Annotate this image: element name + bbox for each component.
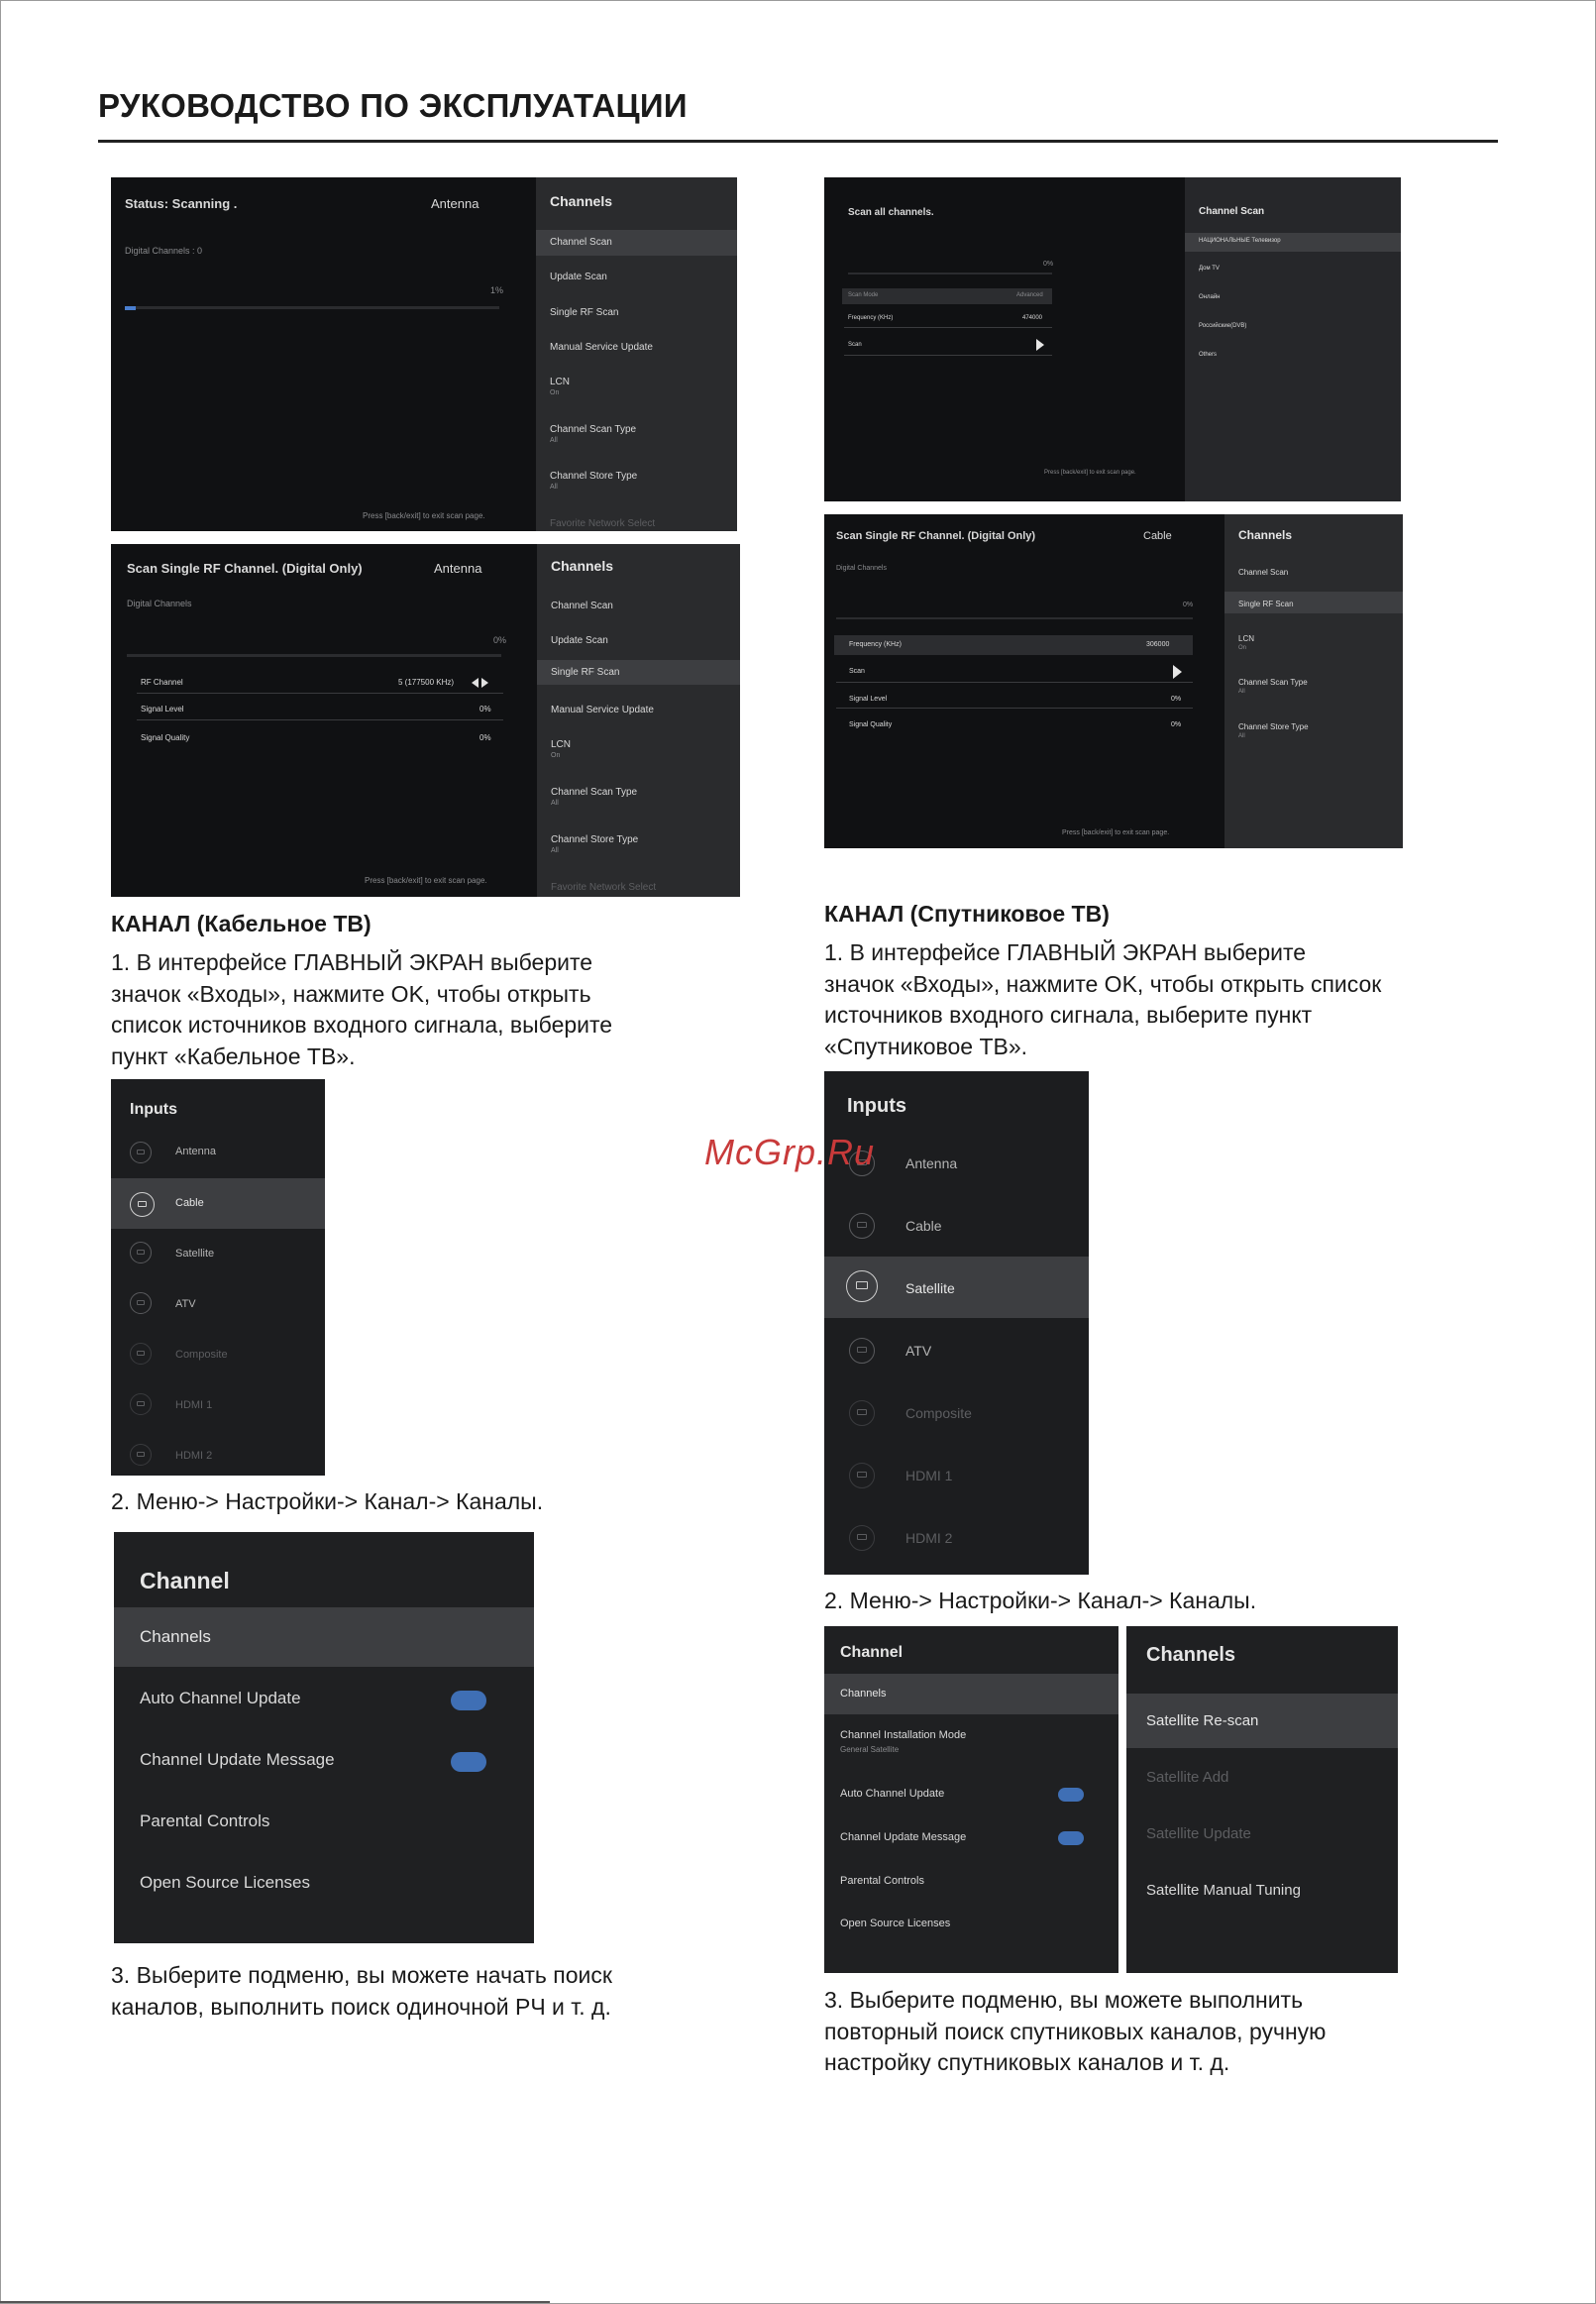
signal-level-label: Signal Level [849, 696, 888, 703]
input-item-antenna[interactable]: Antenna [175, 1146, 216, 1157]
composite-icon [849, 1400, 875, 1426]
hdmi-icon [849, 1525, 875, 1551]
satellite-step-3 [824, 1985, 1326, 2079]
screenshot-single-rf-antenna [111, 544, 740, 897]
screenshot-channel-menu-cable [114, 1532, 534, 1943]
scan-percent: 0% [1043, 261, 1054, 268]
inputs-title: Inputs [847, 1095, 906, 1117]
text-line: настройку спутниковых каналов и т. д. [824, 2049, 1230, 2075]
channels-panel [537, 544, 740, 897]
input-item-cable[interactable]: Cable [905, 1218, 942, 1234]
input-item-antenna[interactable]: Antenna [905, 1155, 958, 1171]
digital-channels: Digital Channels [836, 565, 887, 572]
channel-scan-panel [1185, 177, 1401, 501]
hdmi-icon [130, 1444, 152, 1466]
screenshot-inputs-cable [111, 1079, 325, 1476]
menu-item-channel-installation-mode[interactable]: Channel Installation Mode [840, 1729, 967, 1741]
progress-track [836, 617, 1193, 619]
menu-item-satellite-update[interactable]: Satellite Update [1146, 1825, 1251, 1842]
exit-hint: Press [back/exit] to exit scan page. [363, 511, 485, 520]
menu-item-satellite-rescan[interactable]: Satellite Re-scan [1146, 1712, 1259, 1729]
screenshot-scan-all-channels [824, 177, 1401, 501]
menu-item-update-scan[interactable]: Update Scan [550, 272, 607, 282]
satellite-icon [846, 1270, 878, 1302]
frequency-label: Frequency (KHz) [849, 641, 902, 648]
scan-source: Antenna [431, 196, 479, 211]
auto-update-toggle[interactable] [451, 1691, 486, 1710]
scan-percent: 0% [493, 635, 507, 645]
menu-item-channel-scan-type[interactable]: Channel Scan Type [551, 787, 638, 798]
menu-item-scan-type-value: All [1238, 689, 1245, 695]
progress-track [125, 306, 499, 309]
rf-channel-value[interactable]: 5 (177500 KHz) [398, 678, 455, 687]
screenshot-single-rf-cable [824, 514, 1403, 848]
progress-track [127, 654, 501, 657]
menu-item-single-rf-scan[interactable]: Single RF Scan [550, 307, 619, 318]
menu-item-store-type-value: All [551, 847, 559, 854]
menu-item-channel-store-type[interactable]: Channel Store Type [551, 834, 639, 845]
row-divider [137, 719, 503, 720]
text-line: 1. В интерфейсе ГЛАВНЫЙ ЭКРАН выберите [111, 949, 593, 975]
antenna-icon [130, 1142, 152, 1163]
text-line: «Спутниковое ТВ». [824, 1033, 1028, 1059]
input-item-hdmi-1[interactable]: HDMI 1 [905, 1468, 953, 1483]
arrow-right-icon[interactable] [481, 678, 488, 688]
text-line: значок «Входы», нажмите OK, чтобы открыть список [824, 970, 1382, 997]
signal-quality-value: 0% [1171, 721, 1182, 728]
cable-icon [130, 1192, 155, 1217]
scan-status: Status: Scanning . [125, 196, 238, 211]
menu-item-channel-update-message[interactable]: Channel Update Message [140, 1750, 335, 1769]
menu-item-parental-controls[interactable]: Parental Controls [140, 1811, 270, 1830]
exit-hint: Press [back/exit] to exit scan page. [1062, 829, 1170, 836]
input-item-satellite[interactable]: Satellite [905, 1280, 955, 1296]
operator-item-3[interactable]: Онлайн [1199, 294, 1221, 300]
operator-item-4[interactable]: Российские(DVB) [1199, 323, 1247, 329]
input-item-hdmi-2[interactable]: HDMI 2 [175, 1450, 213, 1462]
menu-item-store-type-value: All [1238, 733, 1245, 739]
signal-level-value: 0% [479, 705, 491, 713]
input-item-hdmi-2[interactable]: HDMI 2 [905, 1530, 953, 1546]
menu-item-lcn[interactable]: LCN [551, 739, 572, 750]
text-line: источников входного сигнала, выберите пункт [824, 1002, 1313, 1028]
operator-item-others[interactable]: Others [1199, 352, 1218, 358]
scan-percent: 0% [1183, 602, 1194, 608]
menu-item-channel-update-message[interactable]: Channel Update Message [840, 1831, 967, 1843]
update-message-toggle[interactable] [1058, 1831, 1084, 1845]
menu-item-favorite-network[interactable]: Favorite Network Select [551, 882, 657, 893]
menu-item-lcn-value: On [550, 389, 560, 396]
watermark: McGrp.Ru [704, 1132, 876, 1172]
text-line: 1. В интерфейсе ГЛАВНЫЙ ЭКРАН выберите [824, 939, 1307, 965]
atv-icon [130, 1292, 152, 1314]
screenshot-channel-scan-status [111, 177, 737, 531]
signal-level-label: Signal Level [141, 705, 184, 713]
row-divider [836, 682, 1193, 683]
scan-source: Cable [1143, 530, 1172, 542]
cable-step-2: 2. Меню-> Настройки-> Канал-> Каналы. [111, 1488, 544, 1514]
menu-item-auto-channel-update[interactable]: Auto Channel Update [840, 1788, 945, 1800]
page-title: РУКОВОДСТВО ПО ЭКСПЛУАТАЦИИ [98, 87, 688, 124]
cable-step-1 [111, 947, 612, 1072]
operator-item-2[interactable]: Дом TV [1199, 266, 1220, 272]
panel-title: Channels [551, 558, 614, 574]
menu-item-single-rf-scan[interactable]: Single RF Scan [551, 667, 620, 678]
menu-item-channel-store-type[interactable]: Channel Store Type [1238, 722, 1309, 731]
scan-source: Antenna [434, 561, 482, 576]
frequency-label: Frequency (KHz) [848, 315, 894, 321]
scan-label: Scan [848, 342, 862, 348]
text-line: 3. Выберите подменю, вы можете выполнить [824, 1987, 1304, 2013]
progress-track [848, 273, 1052, 274]
menu-item-lcn[interactable]: LCN [1238, 634, 1255, 643]
channels-panel [536, 177, 737, 531]
exit-hint: Press [back/exit] to exit scan page. [365, 876, 487, 885]
satellite-icon [130, 1242, 152, 1263]
composite-icon [130, 1343, 152, 1365]
arrow-left-icon[interactable] [472, 678, 479, 688]
input-item-composite[interactable]: Composite [905, 1405, 972, 1421]
menu-item-manual-service-update[interactable]: Manual Service Update [550, 342, 653, 353]
channel-menu-title: Channel [140, 1568, 230, 1593]
scan-title: Scan Single RF Channel. (Digital Only) [836, 530, 1036, 542]
auto-update-toggle[interactable] [1058, 1788, 1084, 1802]
text-line: повторный поиск спутниковых каналов, ручную [824, 2018, 1327, 2044]
screenshot-channels-submenu-satellite [1126, 1626, 1398, 1973]
frequency-value[interactable]: 474000 [1022, 315, 1043, 321]
row-divider [844, 355, 1052, 356]
menu-item-channel-scan[interactable]: Channel Scan [551, 601, 613, 611]
row-divider [844, 327, 1052, 328]
menu-item-channel-store-type[interactable]: Channel Store Type [550, 471, 638, 482]
menu-item-parental-controls[interactable]: Parental Controls [840, 1875, 924, 1887]
satellite-step-2: 2. Меню-> Настройки-> Канал-> Каналы. [824, 1588, 1257, 1613]
digital-channels: Digital Channels [127, 599, 192, 608]
operator-item-1[interactable]: НАЦИОНАЛЬНЫЕ Телевизор [1199, 238, 1281, 244]
menu-item-scan-type-value: All [550, 437, 558, 444]
panel-title: Channel Scan [1199, 206, 1265, 217]
menu-item-lcn-value: On [551, 752, 561, 759]
menu-item-store-type-value: All [550, 484, 558, 491]
menu-item-single-rf-scan[interactable]: Single RF Scan [1238, 600, 1294, 608]
input-item-cable[interactable]: Cable [175, 1197, 204, 1209]
menu-item-update-scan[interactable]: Update Scan [551, 635, 608, 646]
input-item-atv[interactable]: ATV [905, 1343, 932, 1359]
input-item-satellite[interactable]: Satellite [175, 1248, 215, 1260]
text-line: пункт «Кабельное ТВ». [111, 1042, 356, 1069]
scan-title: Scan all channels. [848, 207, 934, 218]
hdmi-icon [130, 1393, 152, 1415]
scan-mode-label: Scan Mode [848, 292, 879, 298]
update-message-toggle[interactable] [451, 1752, 486, 1772]
text-line: значок «Входы», нажмите OK, чтобы открыть [111, 980, 591, 1007]
row-divider [137, 693, 503, 694]
satellite-step-1 [824, 937, 1381, 1062]
scan-label: Scan [849, 668, 865, 675]
play-icon[interactable] [1036, 339, 1044, 351]
menu-item-channel-scan[interactable]: Channel Scan [550, 237, 612, 248]
channels-panel [1224, 514, 1403, 848]
signal-quality-label: Signal Quality [849, 721, 893, 728]
scan-mode-value: Advanced [1016, 292, 1043, 298]
input-item-atv[interactable]: ATV [175, 1298, 196, 1310]
menu-item-satellite-manual-tuning[interactable]: Satellite Manual Tuning [1146, 1882, 1301, 1899]
section-heading-satellite: КАНАЛ (Спутниковое ТВ) [824, 901, 1110, 927]
progress-fill [125, 306, 136, 310]
section-heading-cable: КАНАЛ (Кабельное ТВ) [111, 911, 372, 936]
scan-title: Scan Single RF Channel. (Digital Only) [127, 561, 363, 576]
cable-step-3 [111, 1960, 612, 2023]
panel-title: Channels [1238, 528, 1293, 542]
digital-channels-count: Digital Channels : 0 [125, 246, 203, 256]
menu-item-open-source-licenses[interactable]: Open Source Licenses [140, 1873, 310, 1892]
menu-item-favorite-network[interactable]: Favorite Network Select [550, 518, 656, 529]
menu-item-lcn-value: On [1238, 645, 1247, 651]
menu-item-satellite-add[interactable]: Satellite Add [1146, 1769, 1229, 1786]
text-line: 3. Выберите подменю, вы можете начать поиск [111, 1962, 612, 1988]
text-line: каналов, выполнить поиск одиночной РЧ и т. д. [111, 1993, 611, 2020]
signal-level-value: 0% [1171, 696, 1182, 703]
rf-channel-label: RF Channel [141, 678, 183, 687]
signal-quality-value: 0% [479, 733, 491, 742]
menu-item-channels[interactable]: Channels [840, 1688, 887, 1700]
input-item-composite[interactable]: Composite [175, 1349, 228, 1361]
frequency-value: 306000 [1146, 641, 1170, 648]
scan-percent: 1% [490, 285, 504, 295]
channel-menu-title: Channel [840, 1644, 904, 1661]
menu-item-channel-scan-type[interactable]: Channel Scan Type [1238, 678, 1308, 687]
cable-icon [849, 1213, 875, 1239]
input-item-hdmi-1[interactable]: HDMI 1 [175, 1399, 213, 1411]
exit-hint: Press [back/exit] to exit scan page. [1044, 470, 1136, 476]
menu-item-channels[interactable]: Channels [140, 1627, 211, 1646]
menu-item-manual-service-update[interactable]: Manual Service Update [551, 705, 654, 715]
screenshot-channel-menu-satellite [824, 1626, 1118, 1973]
menu-item-auto-channel-update[interactable]: Auto Channel Update [140, 1689, 301, 1707]
menu-item-open-source-licenses[interactable]: Open Source Licenses [840, 1918, 951, 1929]
installation-mode-value: General Satellite [840, 1745, 900, 1754]
panel-title: Channels [550, 193, 613, 209]
atv-icon [849, 1338, 875, 1364]
menu-item-channel-scan-type[interactable]: Channel Scan Type [550, 424, 637, 435]
header-divider [98, 140, 1498, 143]
menu-item-scan-type-value: All [551, 800, 559, 807]
menu-item-channel-scan[interactable]: Channel Scan [1238, 568, 1289, 577]
row-divider [836, 708, 1193, 709]
hdmi-icon [849, 1463, 875, 1488]
footer-divider [0, 2301, 550, 2303]
text-line: список источников входного сигнала, выберите [111, 1012, 613, 1038]
channels-submenu-title: Channels [1146, 1644, 1236, 1666]
inputs-title: Inputs [130, 1101, 177, 1118]
menu-item-lcn[interactable]: LCN [550, 377, 571, 387]
signal-quality-label: Signal Quality [141, 733, 190, 742]
play-icon[interactable] [1173, 665, 1182, 679]
